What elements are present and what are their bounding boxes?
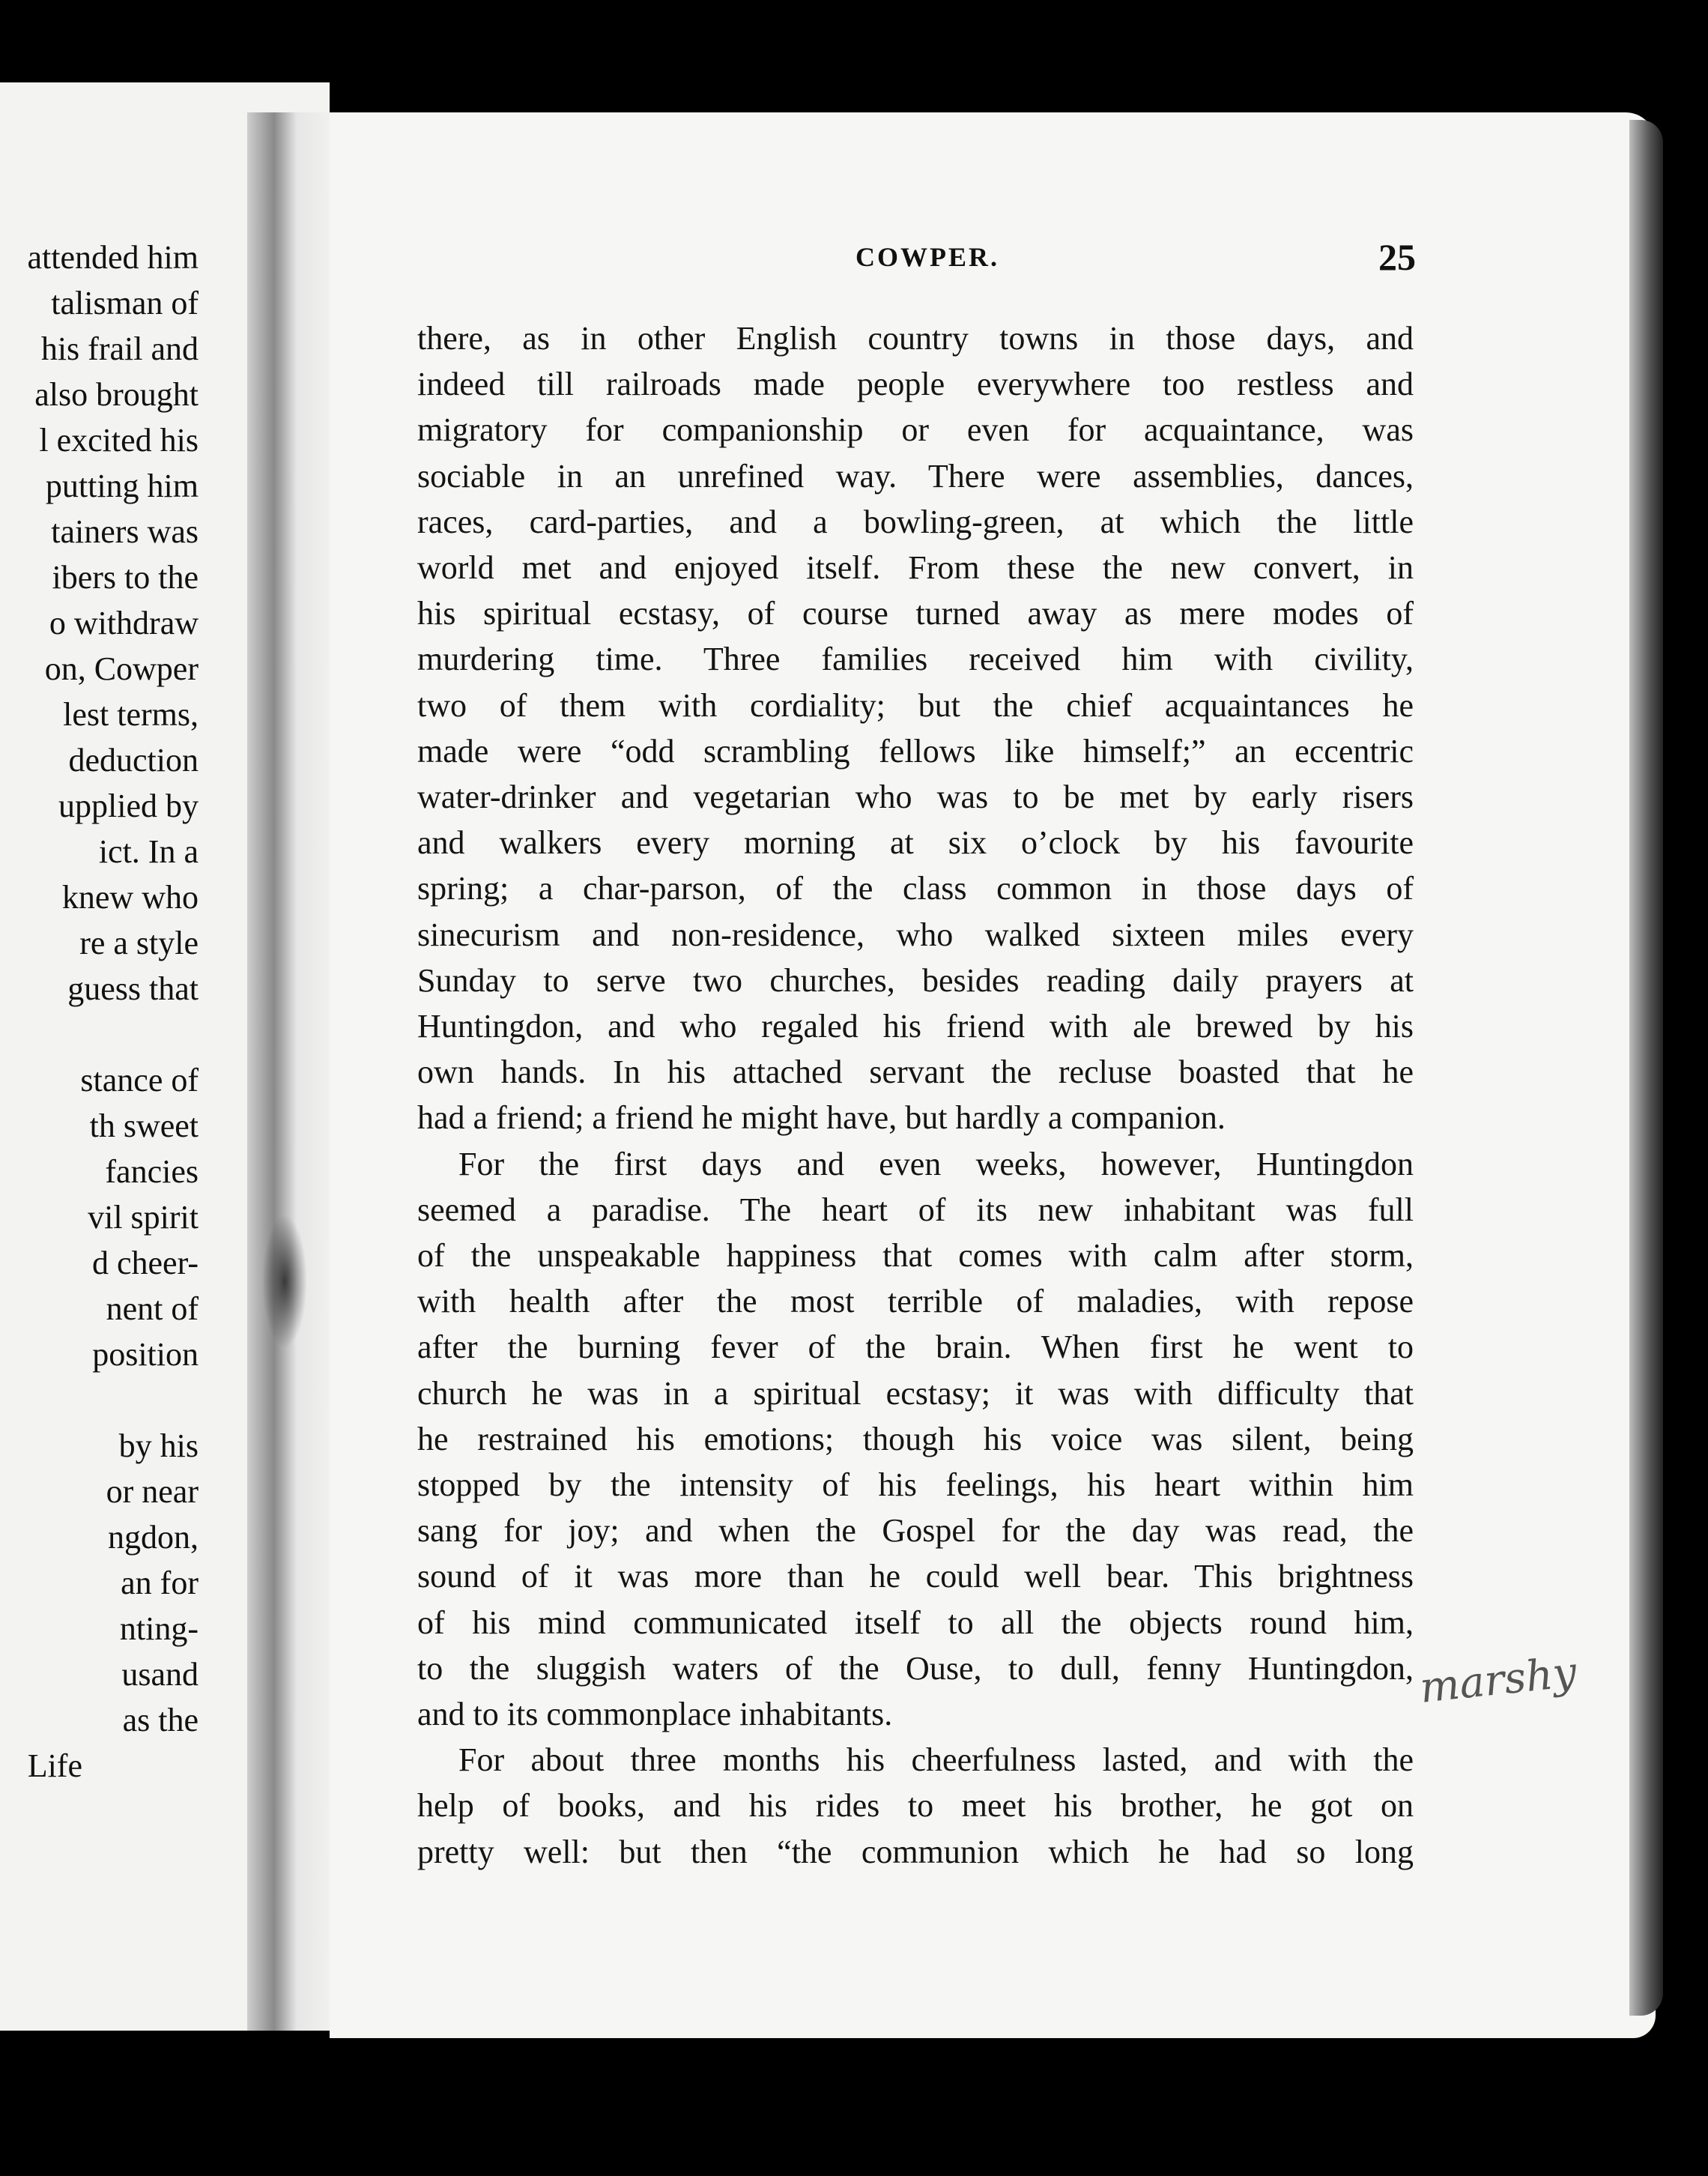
- left-page-line: talisman of: [51, 285, 199, 321]
- left-page-line: vil spirit: [88, 1199, 199, 1236]
- body-line: sang for joy; and when the Gospel for the day was read, the: [417, 1512, 1414, 1549]
- body-line: his spiritual ecstasy, of course turned away as mere modes of: [417, 595, 1414, 632]
- body-line: seemed a paradise. The heart of its new inhabitant was full: [417, 1191, 1414, 1228]
- body-line: of the unspeakable happiness that comes with calm after storm,: [417, 1237, 1414, 1274]
- running-head: COWPER.: [855, 242, 999, 272]
- left-page-line: knew who: [61, 879, 199, 916]
- left-page-line: usand: [121, 1656, 199, 1693]
- left-page-line: by his: [118, 1427, 199, 1464]
- left-page-line: upplied by: [58, 788, 199, 824]
- body-line: sound of it was more than he could well bear. This brightness: [417, 1558, 1414, 1595]
- body-line: of his mind communicated itself to all the objects round him,: [417, 1604, 1414, 1641]
- left-page-line: his frail and: [40, 330, 199, 367]
- left-page-line: fancies: [105, 1153, 199, 1190]
- body-line: and to its commonplace inhabitants.: [417, 1696, 893, 1732]
- left-page-line: re a style: [79, 925, 199, 961]
- left-page-line: Life: [27, 1747, 82, 1784]
- left-page-line: or near: [106, 1473, 199, 1510]
- body-line: two of them with cordiality; but the chief acquaintances he: [417, 687, 1414, 724]
- left-page-line: l excited his: [39, 422, 199, 459]
- body-line: sinecurism and non-residence, who walked sixteen miles every: [417, 916, 1414, 953]
- left-page-line: lest terms,: [63, 696, 199, 733]
- left-page-line: nent of: [106, 1290, 199, 1327]
- body-line: Sunday to serve two churches, besides reading daily prayers at: [417, 962, 1414, 999]
- left-page-line: putting him: [45, 468, 199, 504]
- left-page-line: o withdraw: [49, 605, 199, 641]
- body-line: murdering time. Three families received him with civility,: [417, 641, 1414, 677]
- body-line: to the sluggish waters of the Ouse, to dull, fenny Huntingdon,: [417, 1650, 1414, 1687]
- body-line: indeed till railroads made people everywhere too restless and: [417, 366, 1414, 402]
- left-page-line: position: [92, 1336, 199, 1373]
- left-page-line: attended him: [27, 239, 199, 276]
- book-gutter: [247, 112, 337, 2031]
- left-page-line: ngdon,: [108, 1519, 199, 1556]
- body-line: migratory for companionship or even for acquaintance, was: [417, 411, 1414, 448]
- body-line: had a friend; a friend he might have, but hardly a companion.: [417, 1099, 1226, 1136]
- body-line: spring; a char-parson, of the class common in those days of: [417, 870, 1414, 907]
- left-page-line: ict. In a: [98, 833, 199, 870]
- left-page-line: nting-: [119, 1610, 199, 1647]
- body-line: For about three months his cheerfulness lasted, and with the: [458, 1741, 1414, 1778]
- body-line: pretty well: but then “the communion which he had so long: [417, 1834, 1414, 1870]
- body-line: Huntingdon, and who regaled his friend with ale brewed by his: [417, 1008, 1414, 1045]
- left-page-line: an for: [121, 1565, 199, 1601]
- left-page-line: d cheer-: [91, 1245, 199, 1281]
- left-page-line: also brought: [34, 376, 199, 413]
- body-line: there, as in other English country towns in those days, and: [417, 320, 1414, 357]
- left-page-line: as the: [122, 1702, 199, 1738]
- body-line: world met and enjoyed itself. From these the new convert, in: [417, 549, 1414, 586]
- gutter-stain: [262, 1214, 307, 1349]
- left-page-line: ibers to the: [52, 559, 199, 596]
- body-line: with health after the most terrible of maladies, with repose: [417, 1283, 1414, 1320]
- left-page-line: deduction: [68, 742, 199, 779]
- body-line: sociable in an unrefined way. There were assemblies, dances,: [417, 458, 1414, 495]
- handwritten-margin-note: marshy: [1417, 1648, 1579, 1713]
- page-header: [0, 236, 1708, 286]
- left-page-line: stance of: [80, 1062, 199, 1098]
- body-line: For the first days and even weeks, however, Huntingdon: [458, 1146, 1414, 1182]
- left-page-line: tainers was: [51, 513, 199, 550]
- body-line: water-drinker and vegetarian who was to be met by early risers: [417, 779, 1414, 815]
- body-line: help of books, and his rides to meet his brother, he got on: [417, 1787, 1414, 1824]
- body-line: own hands. In his attached servant the recluse boasted that he: [417, 1054, 1414, 1090]
- body-line: he restrained his emotions; though his voice was silent, being: [417, 1421, 1414, 1457]
- body-line: and walkers every morning at six o’clock by his favourite: [417, 824, 1414, 861]
- left-page-line: on, Cowper: [44, 650, 199, 687]
- body-line: stopped by the intensity of his feelings, his heart within him: [417, 1466, 1414, 1503]
- page-edge: [1629, 120, 1663, 2016]
- body-line: church he was in a spiritual ecstasy; it was with difficulty that: [417, 1375, 1414, 1412]
- body-line: races, card-parties, and a bowling-green, at which the little: [417, 504, 1414, 540]
- body-line: after the burning fever of the brain. When first he went to: [417, 1329, 1414, 1365]
- body-line: made were “odd scrambling fellows like himself;” an eccentric: [417, 733, 1414, 770]
- left-page-line: guess that: [67, 970, 199, 1007]
- page-number: 25: [1378, 236, 1416, 278]
- left-page-line: th sweet: [89, 1107, 199, 1144]
